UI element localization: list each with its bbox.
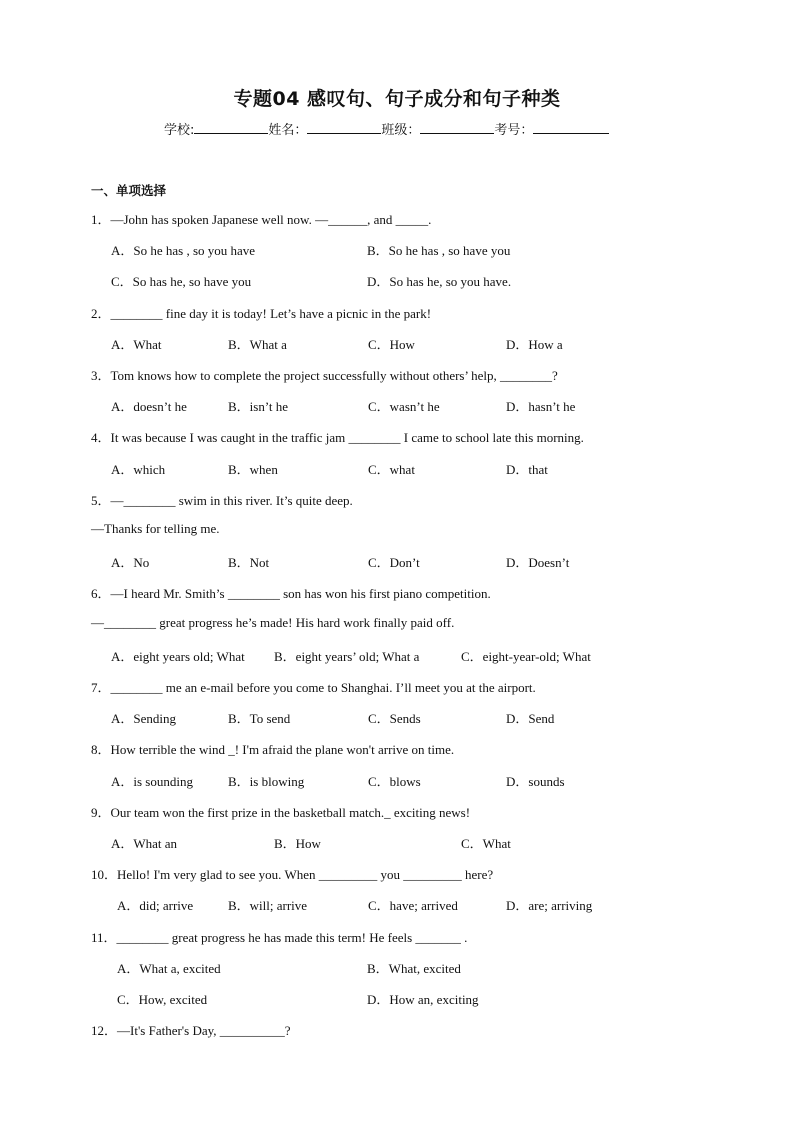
option-c[interactable]: C．wasn’t he xyxy=(368,399,440,414)
question-text: 7．________ me an e-mail before you come to Shanghai. I’ll meet you at the airport. xyxy=(91,680,536,695)
class-blank[interactable] xyxy=(420,121,494,134)
option-a[interactable]: A．No xyxy=(111,555,150,570)
option-a[interactable]: A．did; arrive xyxy=(117,898,194,913)
question-text: 1．—John has spoken Japanese well now. —______, and _____. xyxy=(91,212,432,227)
option-d[interactable]: D．sounds xyxy=(506,774,565,789)
question-reply: —Thanks for telling me. xyxy=(91,521,220,536)
option-c[interactable]: C．How xyxy=(368,337,415,352)
option-d[interactable]: D．that xyxy=(506,462,548,477)
option-c[interactable]: C．blows xyxy=(368,774,421,789)
option-c[interactable]: C．So has he, so have you xyxy=(111,274,252,289)
option-b[interactable]: B．will; arrive xyxy=(228,898,308,913)
number-blank[interactable] xyxy=(533,121,609,134)
question-reply: —________ great progress he’s made! His hard work finally paid off. xyxy=(91,615,455,630)
question-text: 5．—________ swim in this river. It’s quite deep. xyxy=(91,493,353,508)
option-d[interactable]: D．How a xyxy=(506,337,563,352)
option-b[interactable]: B．How xyxy=(274,836,321,851)
option-b[interactable]: B．isn’t he xyxy=(228,399,289,414)
question-text: 2．________ fine day it is today! Let’s have a picnic in the park! xyxy=(91,306,432,321)
class-label: 班级： xyxy=(381,123,421,138)
option-b[interactable]: B．when xyxy=(228,462,278,477)
option-a[interactable]: A．What xyxy=(111,337,162,352)
option-c[interactable]: C．Sends xyxy=(368,711,421,726)
option-b[interactable]: B．To send xyxy=(228,711,291,726)
question-text: 8．How terrible the wind _! I'm afraid the plane won't arrive on time. xyxy=(91,742,455,757)
option-c[interactable]: C．What xyxy=(461,836,511,851)
option-d[interactable]: D．Doesn’t xyxy=(506,555,570,570)
option-b[interactable]: B．is blowing xyxy=(228,774,305,789)
option-c[interactable]: C．eight-year-old; What xyxy=(461,649,591,664)
section-title: 一、单项选择 xyxy=(91,183,167,198)
option-b[interactable]: B．Not xyxy=(228,555,270,570)
question-text: 11．________ great progress he has made this term! He feels _______ . xyxy=(91,930,468,945)
student-info-line xyxy=(164,119,609,138)
option-d[interactable]: D．hasn’t he xyxy=(506,399,576,414)
question-text: 10．Hello! I'm very glad to see you. When _________ you _________ here? xyxy=(91,867,494,882)
option-b[interactable]: B．So he has , so have you xyxy=(367,243,511,258)
option-c[interactable]: C．Don’t xyxy=(368,555,420,570)
option-a[interactable]: A．doesn’t he xyxy=(111,399,187,414)
name-blank[interactable] xyxy=(307,121,381,134)
school-blank[interactable] xyxy=(194,121,268,134)
question-text: 4．It was because I was caught in the traffic jam ________ I came to school late this morning. xyxy=(91,430,584,445)
option-a[interactable]: A．Sending xyxy=(111,711,177,726)
question-text: 6．—I heard Mr. Smith’s ________ son has won his first piano competition. xyxy=(91,586,491,601)
option-b[interactable]: B．What, excited xyxy=(367,961,461,976)
question-text: 12．—It's Father's Day, __________? xyxy=(91,1023,291,1038)
page-title: 专题04 感叹句、句子成分和句子种类 xyxy=(233,88,561,110)
option-c[interactable]: C．have; arrived xyxy=(368,898,458,913)
option-d[interactable]: D．Send xyxy=(506,711,555,726)
option-b[interactable]: B．eight years’ old; What a xyxy=(274,649,420,664)
option-a[interactable]: A．is sounding xyxy=(111,774,193,789)
question-text: 9．Our team won the first prize in the basketball match._ exciting news! xyxy=(91,805,471,820)
option-b[interactable]: B．What a xyxy=(228,337,287,352)
question-text: 3．Tom knows how to complete the project successfully without others’ help, ________? xyxy=(91,368,558,383)
name-label: 姓名： xyxy=(268,123,308,138)
option-c[interactable]: C．How, excited xyxy=(117,992,208,1007)
option-a[interactable]: A．What a, excited xyxy=(117,961,221,976)
option-d[interactable]: D．How an, exciting xyxy=(367,992,479,1007)
option-c[interactable]: C．what xyxy=(368,462,415,477)
option-a[interactable]: A．What an xyxy=(111,836,178,851)
number-label: 考号： xyxy=(494,123,534,138)
school-label: 学校: xyxy=(164,123,195,138)
option-a[interactable]: A．which xyxy=(111,462,166,477)
option-d[interactable]: D．are; arriving xyxy=(506,898,593,913)
option-d[interactable]: D．So has he, so you have. xyxy=(367,274,512,289)
option-a[interactable]: A．So he has , so you have xyxy=(111,243,256,258)
option-a[interactable]: A．eight years old; What xyxy=(111,649,245,664)
